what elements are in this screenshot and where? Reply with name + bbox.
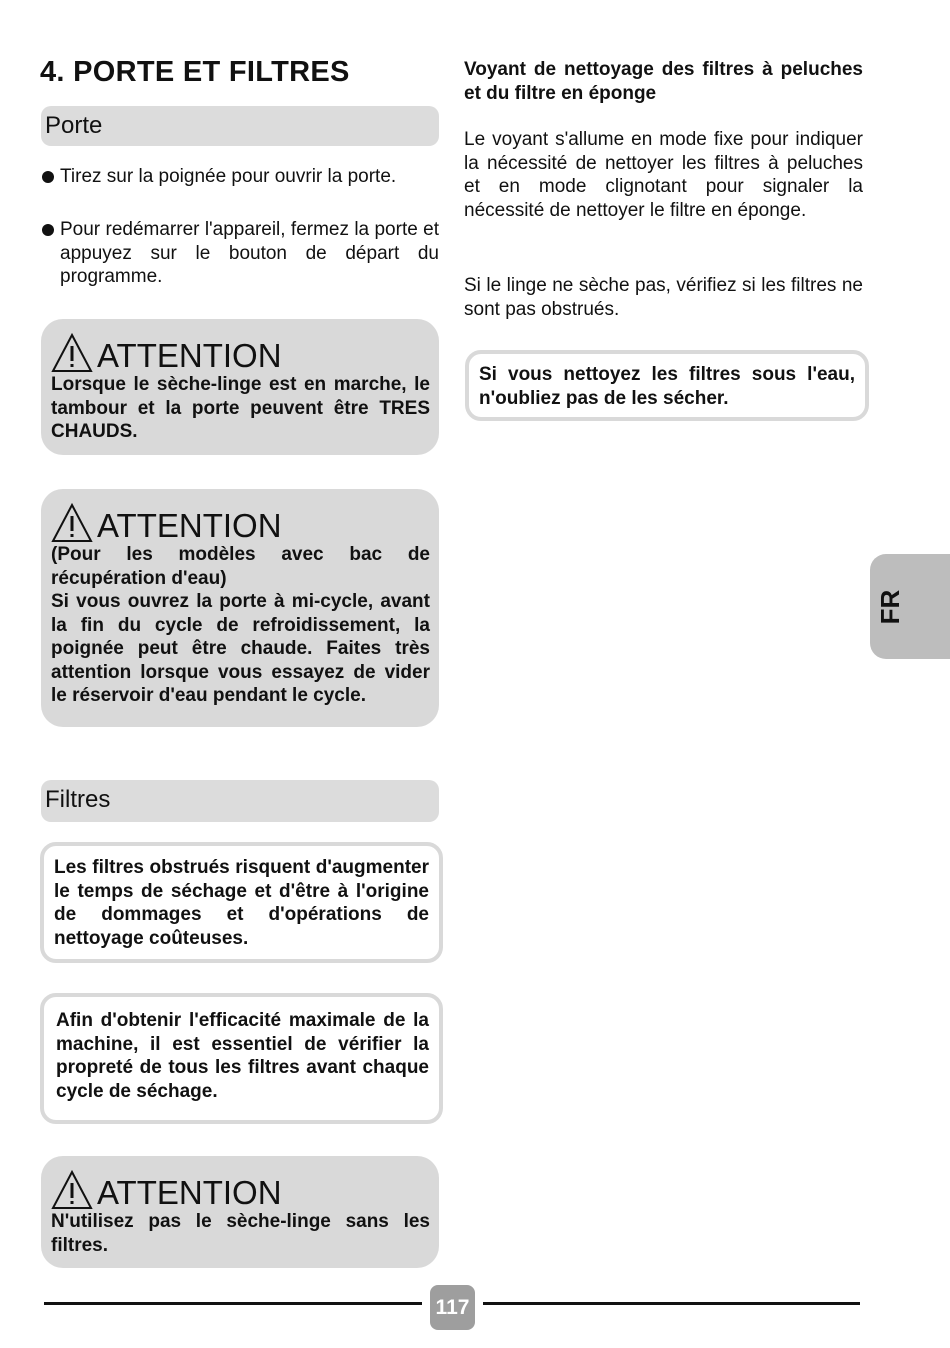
list-item	[42, 218, 439, 289]
attention-text: N'utilisez pas le sèche-linge sans les filtres.	[51, 1211, 430, 1256]
info-box	[40, 993, 443, 1124]
attention-title: ATTENTION	[97, 507, 282, 544]
language-tab-label: FR	[875, 589, 905, 625]
info-box	[40, 842, 443, 963]
warning-triangle-icon	[51, 333, 93, 373]
page-number: 117	[430, 1285, 475, 1330]
attention-title: ATTENTION	[97, 1174, 282, 1211]
footer-rule-right	[483, 1302, 860, 1305]
info-box	[465, 350, 869, 421]
info-box-text: Les filtres obstrués risquent d'augmenter le temps de séchage et d'être à l'origine de dommages et d'opérations de nettoyage coûteuses.	[54, 857, 429, 949]
page-title: 4. PORTE ET FILTRES	[40, 56, 350, 88]
attention-box	[41, 319, 439, 455]
attention-text: Lorsque le sèche-linge est en marche, le tambour et la porte peuvent être TRES CHAUDS.	[51, 374, 430, 442]
warning-triangle-icon	[51, 503, 93, 543]
attention-box	[41, 489, 439, 727]
paragraph: Le voyant s'allume en mode fixe pour indiquer la nécessité de nettoyer les filtres à peluches et en mode clignotant pour signaler la nécessité de nettoyer le filtre en éponge.	[464, 129, 863, 221]
attention-text-models: (Pour les modèles avec bac de récupération d'eau)	[51, 544, 430, 589]
attention-title: ATTENTION	[97, 337, 282, 374]
bullet-text: Pour redémarrer l'appareil, fermez la porte et appuyez sur le bouton de départ du programme.	[60, 219, 439, 287]
section-heading-filtres: Filtres	[41, 780, 439, 822]
list-item	[42, 165, 439, 189]
info-box-text: Si vous nettoyez les filtres sous l'eau, n'oubliez pas de les sécher.	[479, 364, 855, 409]
attention-text: Si vous ouvrez la porte à mi-cycle, avant la fin du cycle de refroidissement, la poignée peut être chaude. Faites très attention lorsque vous essayez de vider le réservoir d'eau pendant le cycle.	[51, 591, 430, 706]
bullet-text: Tirez sur la poignée pour ouvrir la porte.	[60, 166, 397, 187]
footer-rule-left	[44, 1302, 422, 1305]
bullet-icon	[42, 224, 54, 236]
info-box-text: Afin d'obtenir l'efficacité maximale de la machine, il est essentiel de vérifier la propreté de tous les filtres avant chaque cycle de séchage.	[56, 1010, 429, 1102]
bullet-icon	[42, 171, 54, 183]
warning-triangle-icon	[51, 1170, 93, 1210]
subsection-heading: Voyant de nettoyage des filtres à peluches et du filtre en éponge	[464, 59, 863, 104]
paragraph: Si le linge ne sèche pas, vérifiez si les filtres ne sont pas obstrués.	[464, 275, 863, 320]
attention-box	[41, 1156, 439, 1268]
section-heading-porte: Porte	[41, 106, 439, 146]
